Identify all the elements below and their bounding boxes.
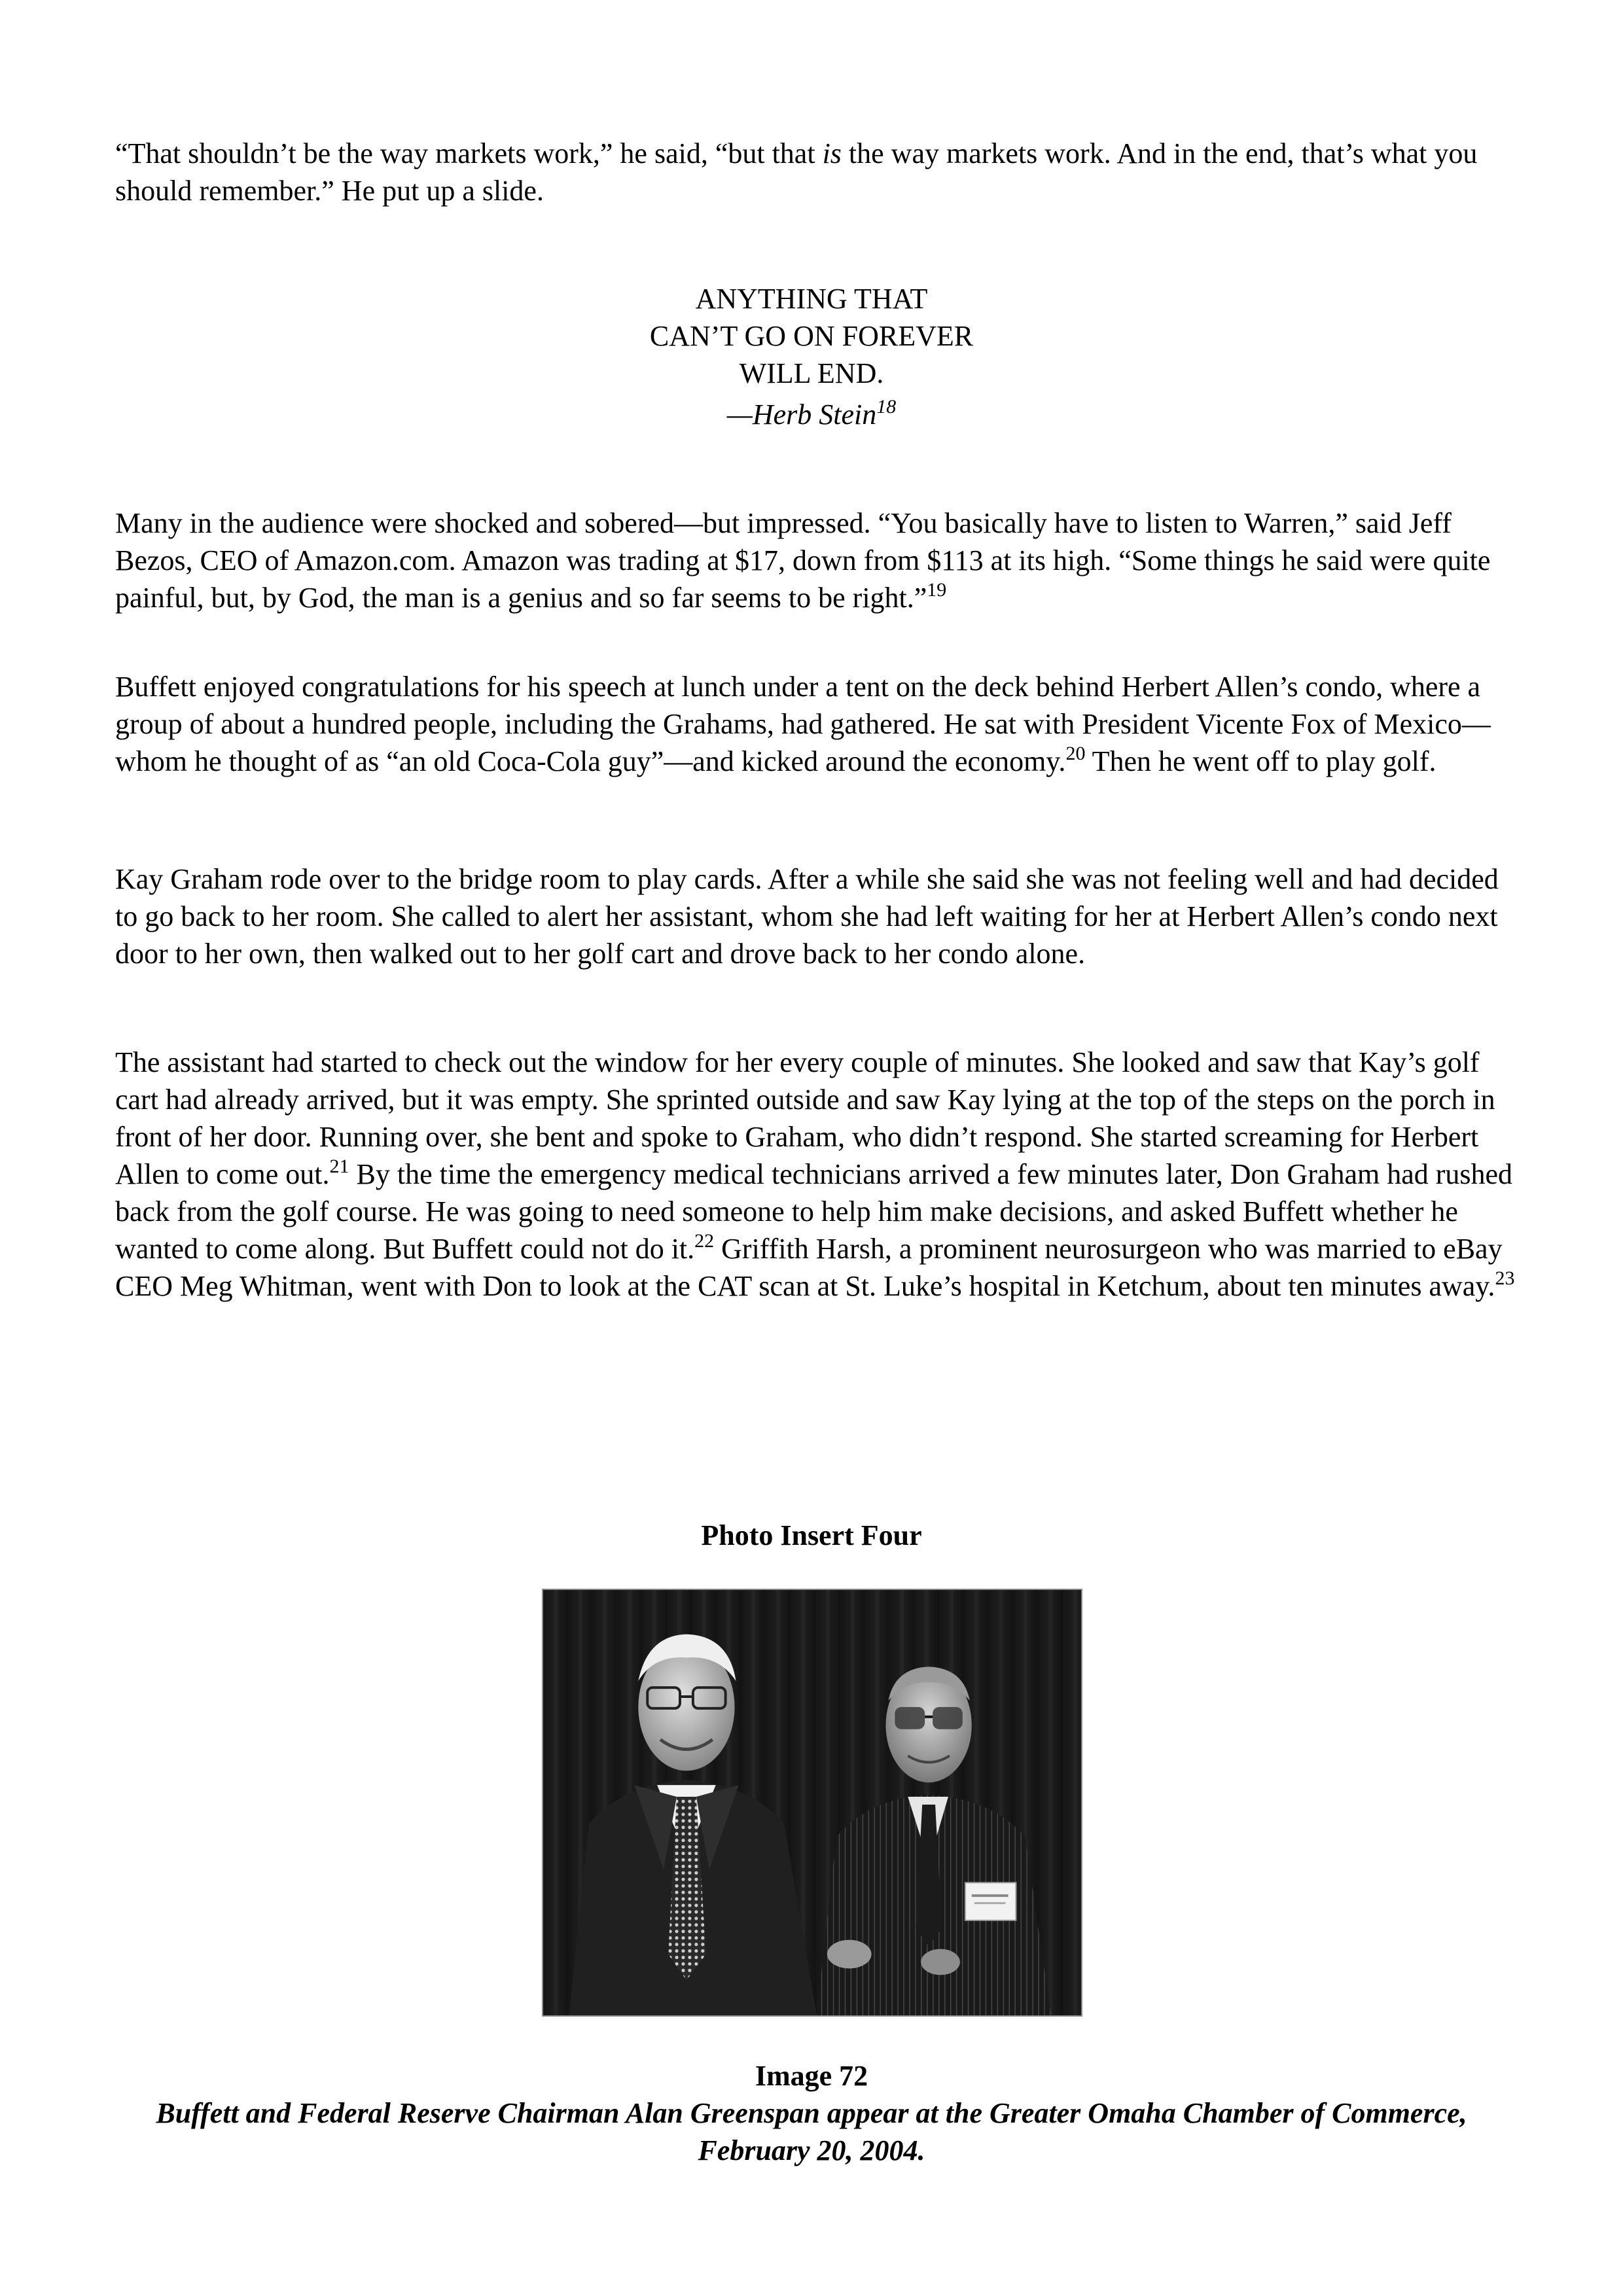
quote-line-1: ANYTHING THAT [695,283,928,315]
slide-quote [0,280,1623,433]
paragraph-4: Kay Graham rode over to the bridge room to play cards. After a while she said she was not feeling well and had decided to go back to her room. She called to alert her assistant, whom she had left waiting for her at Herbert Allen’s condo next door to her own, then walked out to her golf cart and drove back to her condo alone. [115,863,1499,970]
photo-buffett-greenspan [542,1589,1082,2017]
image-label: Image 72 [755,2060,868,2092]
quote-line-3: WILL END. [739,357,884,389]
image-caption: Buffett and Federal Reserve Chairman Alan Greenspan appear at the Greater Omaha Chamber of Commerce, February 20, 2004. [156,2097,1467,2166]
paragraph-1: “That shouldn’t be the way markets work,” he said, “but that is the way markets work. And in the end, that’s what you should remember.” He put up a slide. [115,137,1478,207]
footnote-ref-21[interactable]: 21 [329,1156,349,1177]
paragraph-2: Many in the audience were shocked and sobered—but impressed. “You basically have to listen to Warren,” said Jeff Bezos, CEO of Amazon.com. Amazon was trading at $17, down from $113 at its high. “Some things he said were quite painful, but, by God, the man is a genius and so far seems to be right.”$^{19}$ [115,507,1491,614]
footnote-ref-20[interactable]: 20 [1065,743,1086,764]
footnote-ref-23[interactable]: 23 [1495,1267,1515,1289]
footnote-ref-18[interactable]: 18 [876,396,897,417]
emphasis-is: is [822,137,842,169]
photo-insert-title: Photo Insert Four [701,1519,922,1551]
paragraph-3: Buffett enjoyed congratulations for his speech at lunch under a tent on the deck behind Herbert Allen’s condo, where a group of about a hundred people, including the Grahams, had gathered. He sat with President Vicente Fox of Mexico—whom he thought of as “an old Coca-Cola guy”—and kicked around the economy.$^{20}$ Then he went off to play golf. [115,671,1491,777]
footnote-ref-22[interactable]: 22 [694,1230,715,1252]
quote-line-2: CAN’T GO ON FOREVER [649,320,974,352]
footnote-ref-19[interactable]: 19 [927,579,947,601]
paragraph-5: The assistant had started to check out the window for her every couple of minutes. She looked and saw that Kay’s golf cart had already arrived, but it was empty. She sprinted outside and saw Kay lying at the top of the steps on the porch in front of her door. Running over, she bent and spoke to Graham, who didn’t respond. She started screaming for Herbert Allen to come out.$^{21}$ By the time the emergency medical technicians arrived a few minutes later, Don Graham had rushed back from the golf course. He was going to need someone to help him make decisions, and asked Buffett whether he wanted to come along. But Buffett could not do it.$^{22}$ Griffith Harsh, a prominent neurosurgeon who was married to eBay CEO Meg Whitman, went with Don to look at the CAT scan at St. Luke’s hospital in Ketchum, about ten minutes away.$^{23}$ [115,1046,1515,1302]
quote-attribution: —Herb Stein$^{18}$ [726,396,897,431]
